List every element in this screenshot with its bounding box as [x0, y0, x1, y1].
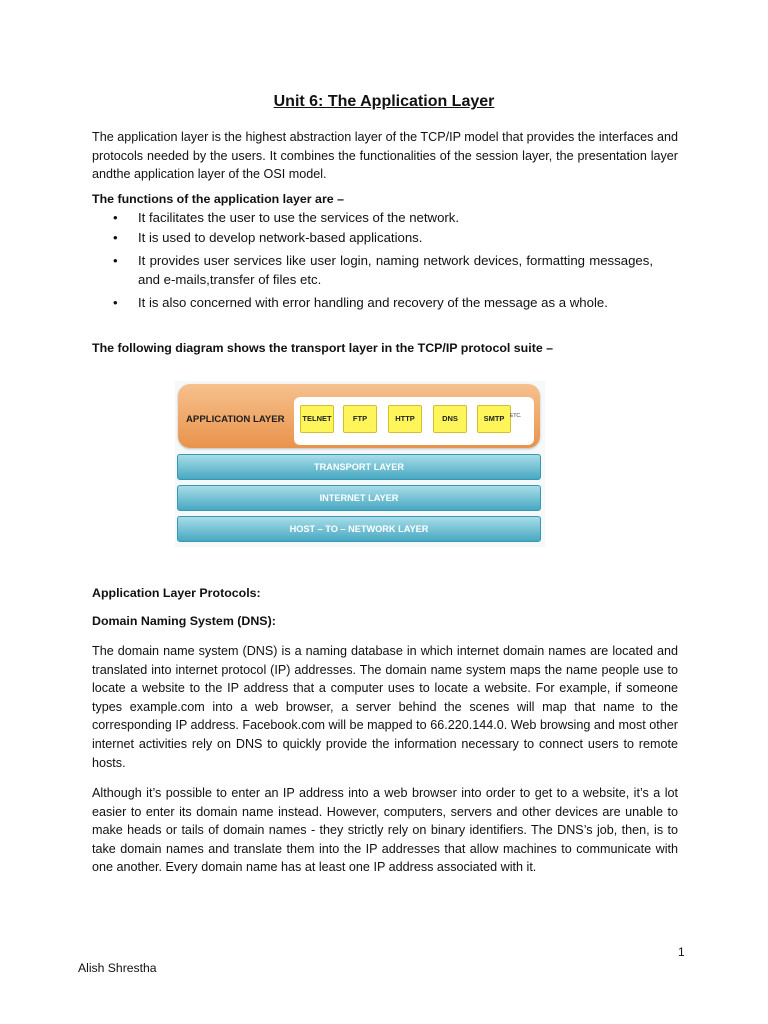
- application-layer-label: APPLICATION LAYER: [186, 414, 285, 425]
- list-item: • It facilitates the user to use the services of the network.: [113, 209, 653, 228]
- functions-heading: The functions of the application layer are –: [92, 192, 344, 206]
- intro-paragraph: The application layer is the highest abstraction layer of the TCP/IP model that provides the interfaces and protocols needed by the users. It combines the functionalities of the session layer, the presentation layer andthe application layer of the OSI model.: [92, 130, 678, 182]
- internet-layer-bar: INTERNET LAYER: [177, 485, 541, 511]
- protocols-heading: Application Layer Protocols:: [92, 586, 261, 600]
- dns-heading: Domain Naming System (DNS):: [92, 614, 276, 628]
- transport-layer-bar: TRANSPORT LAYER: [177, 454, 541, 480]
- diagram-heading: The following diagram shows the transport layer in the TCP/IP protocol suite –: [92, 341, 554, 355]
- protocol-smtp: SMTP: [477, 405, 511, 433]
- list-item: • It is used to develop network-based applications.: [113, 229, 653, 248]
- protocol-dns: DNS: [433, 405, 467, 433]
- application-layer-block: [178, 384, 540, 448]
- list-item: • It provides user services like user login, naming network devices, formatting messages, and e-mails,transfer of files etc.: [113, 252, 653, 289]
- page-number: 1: [678, 945, 685, 959]
- protocol-etc: ETC.: [510, 413, 522, 419]
- tcpip-layer-diagram: [175, 381, 545, 547]
- functions-list: [113, 209, 653, 313]
- protocol-telnet: TELNET: [300, 405, 334, 433]
- network-layer-bar: HOST – TO – NETWORK LAYER: [177, 516, 541, 542]
- dns-paragraph-1: The domain name system (DNS) is a naming database in which internet domain names are located and translated into internet protocol (IP) addresses. The domain name system maps the name people use to locate a website to the IP address that a computer uses to locate a website. For example, if someone types example.com into a web browser, a server behind the scenes will map that name to the corresponding IP address. Facebook.com will be mapped to 66.220.144.0. Web browsing and most other internet activities rely on DNS to quickly provide the information necessary to connect users to remote hosts.: [92, 644, 678, 770]
- protocol-ftp: FTP: [343, 405, 377, 433]
- dns-paragraph-2: Although it’s possible to enter an IP address into a web browser into order to get to a website, it’s a lot easier to enter its domain name instead. However, computers, servers and other devices are unable to make heads or tails of domain names - they strictly rely on binary identifiers. The DNS’s job, then, is to take domain names and translate them into the IP addresses that allow machines to communicate with one another. Every domain name has at least one IP address associated with it.: [92, 786, 678, 875]
- list-item: • It is also concerned with error handling and recovery of the message as a whole.: [113, 294, 653, 313]
- protocol-container: [294, 397, 534, 445]
- protocol-http: HTTP: [388, 405, 422, 433]
- page-title: Unit 6: The Application Layer: [273, 93, 495, 110]
- author-footer: Alish Shrestha: [78, 961, 157, 975]
